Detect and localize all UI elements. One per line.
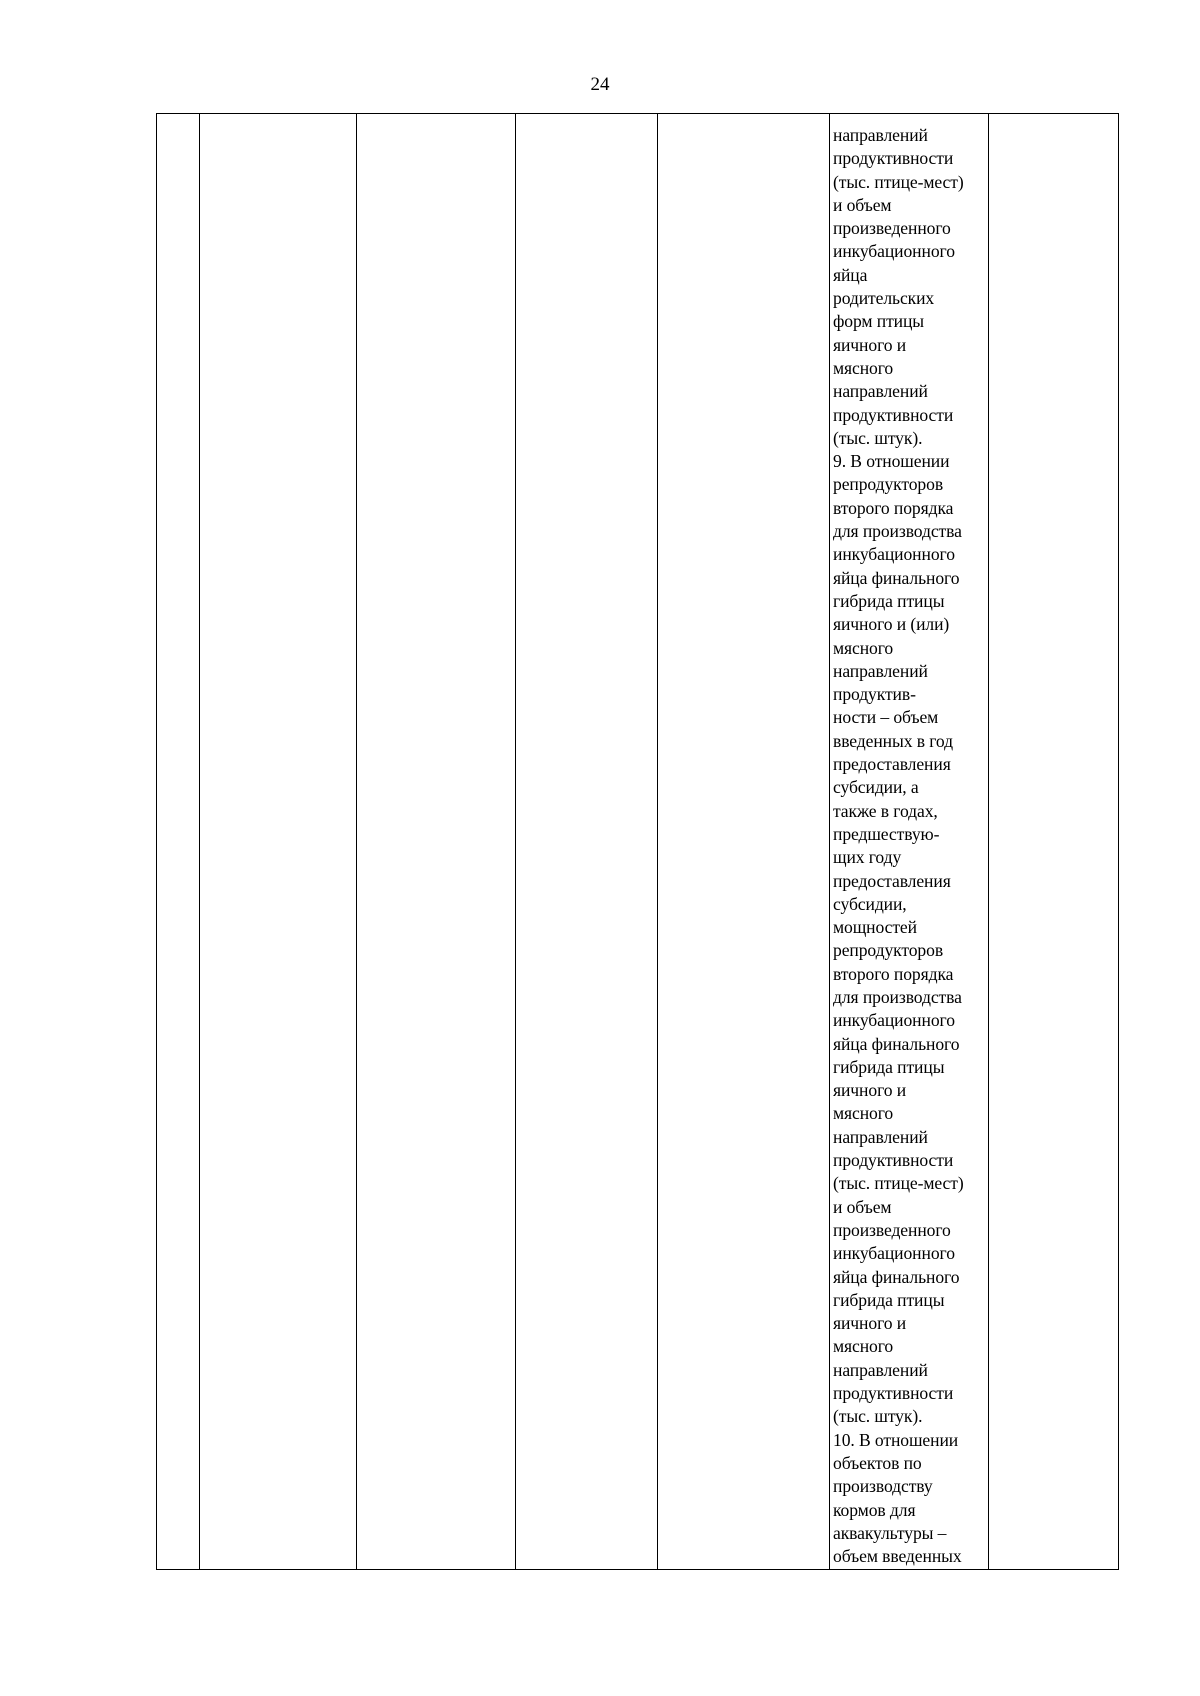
cell-text: направлений продуктивности (тыс. птице-мест) и объем произведенного инкубационного яйца родительских форм птицы яичного и мясного направлений продуктивности (тыс. штук). 9. В отношении репродукторов второго порядка для производства инкубационного яйца финального гибрида птицы яичного и (или) мясного направлений продуктив- ности – объем введенных в год предоставления субсидии, а также в годах, предшествую- щих году предоставления субсидии, мощностей репродукторов второго порядка для производства инкубационного яйца финального гибрида птицы яичного и мясного направлений продуктивности (тыс. птице-мест) и объем произведенного инкубационного яйца финального гибрида птицы яичного и мясного направлений продуктивности (тыс. штук). 10. В отношении объектов по производству кормов для аквакультуры – объем введенных	[833, 125, 964, 1567]
cell-text	[989, 114, 1118, 124]
cell-text	[200, 114, 356, 124]
table-cell-col-6	[830, 114, 989, 1570]
table-row	[157, 114, 1119, 1570]
table-cell-col-4	[516, 114, 658, 1570]
cell-text	[357, 114, 515, 124]
table-cell-col-2	[200, 114, 357, 1570]
table-cell-col-5	[658, 114, 830, 1570]
cell-text	[516, 114, 657, 124]
table-cell-col-3	[357, 114, 516, 1570]
page-number: 24	[590, 74, 610, 95]
cell-text	[157, 114, 199, 124]
table-cell-col-1	[157, 114, 200, 1570]
document-table	[156, 113, 1119, 1570]
table-cell-col-7	[989, 114, 1119, 1570]
cell-text	[658, 114, 829, 124]
